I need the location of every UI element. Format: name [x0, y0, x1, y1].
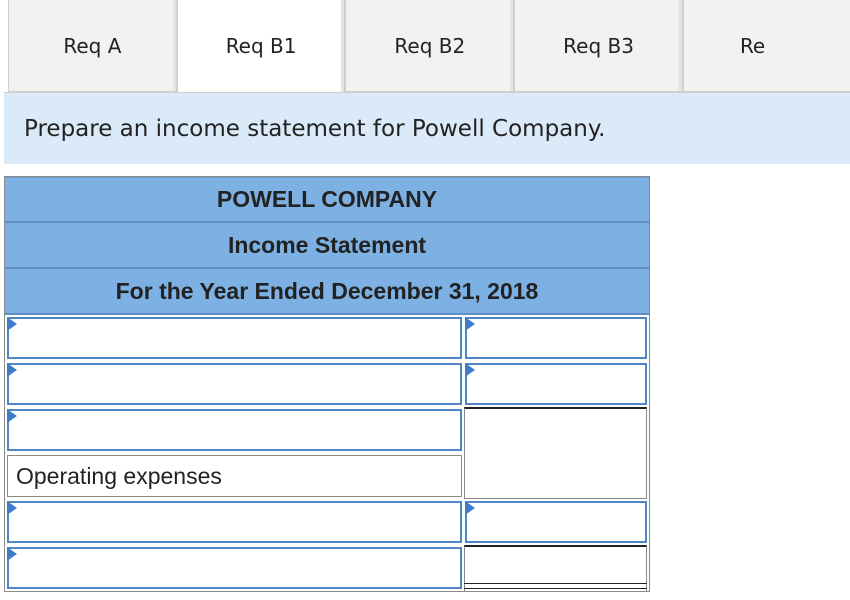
- account-dropdown[interactable]: [5, 361, 463, 407]
- account-dropdown[interactable]: [5, 545, 463, 591]
- tab-req-next[interactable]: [683, 0, 850, 92]
- tab-label: Req A: [63, 33, 122, 58]
- tab-label: Req B3: [563, 33, 634, 58]
- account-dropdown[interactable]: [5, 499, 463, 545]
- instruction-text: Prepare an income statement for Powell Company.: [4, 92, 850, 164]
- company-name: POWELL COMPANY: [5, 177, 649, 223]
- requirement-tabs: [8, 0, 850, 92]
- amount-input[interactable]: [465, 317, 647, 359]
- operating-expenses-label: Operating expenses: [7, 455, 462, 497]
- dropdown-marker-icon: [7, 409, 17, 423]
- tab-label: Req B1: [225, 34, 297, 58]
- account-input[interactable]: [7, 363, 462, 405]
- dropdown-marker-icon: [7, 501, 17, 515]
- amount-cell[interactable]: [463, 499, 649, 545]
- dropdown-marker-icon: [7, 547, 17, 561]
- statement-period: For the Year Ended December 31, 2018: [5, 269, 649, 315]
- tab-label: Req B2: [394, 33, 466, 58]
- tab-req-a[interactable]: [8, 0, 177, 92]
- account-input[interactable]: [7, 547, 462, 589]
- account-input[interactable]: [7, 409, 462, 451]
- tab-req-b3[interactable]: [514, 0, 683, 92]
- table-row: [5, 361, 649, 407]
- dropdown-marker-icon: [465, 363, 475, 377]
- label-cell: [5, 453, 463, 499]
- account-dropdown[interactable]: [5, 407, 463, 453]
- table-row: [5, 407, 649, 453]
- account-input[interactable]: [7, 501, 462, 543]
- amount-input[interactable]: [465, 363, 647, 405]
- account-dropdown[interactable]: [5, 315, 463, 361]
- amount-input[interactable]: [465, 501, 647, 543]
- amount-cell: [463, 407, 649, 453]
- table-row: [5, 453, 649, 499]
- table-row: [5, 315, 649, 361]
- amount-cell[interactable]: [463, 361, 649, 407]
- amount-cell: [463, 453, 649, 499]
- tab-req-b2[interactable]: [345, 0, 514, 92]
- amount-cell: [463, 545, 649, 591]
- double-underline: [464, 583, 647, 589]
- table-row: [5, 545, 649, 591]
- dropdown-marker-icon: [7, 363, 17, 377]
- account-input[interactable]: [7, 317, 462, 359]
- dropdown-marker-icon: [465, 501, 475, 515]
- statement-title: Income Statement: [5, 223, 649, 269]
- tab-label: Re: [739, 33, 766, 58]
- empty-cell: [464, 453, 647, 499]
- dropdown-marker-icon: [7, 317, 17, 331]
- table-row: [5, 499, 649, 545]
- total-cell: [464, 407, 647, 453]
- income-statement-table: [4, 176, 650, 592]
- dropdown-marker-icon: [465, 317, 475, 331]
- tab-req-b1[interactable]: [177, 0, 346, 92]
- amount-cell[interactable]: [463, 315, 649, 361]
